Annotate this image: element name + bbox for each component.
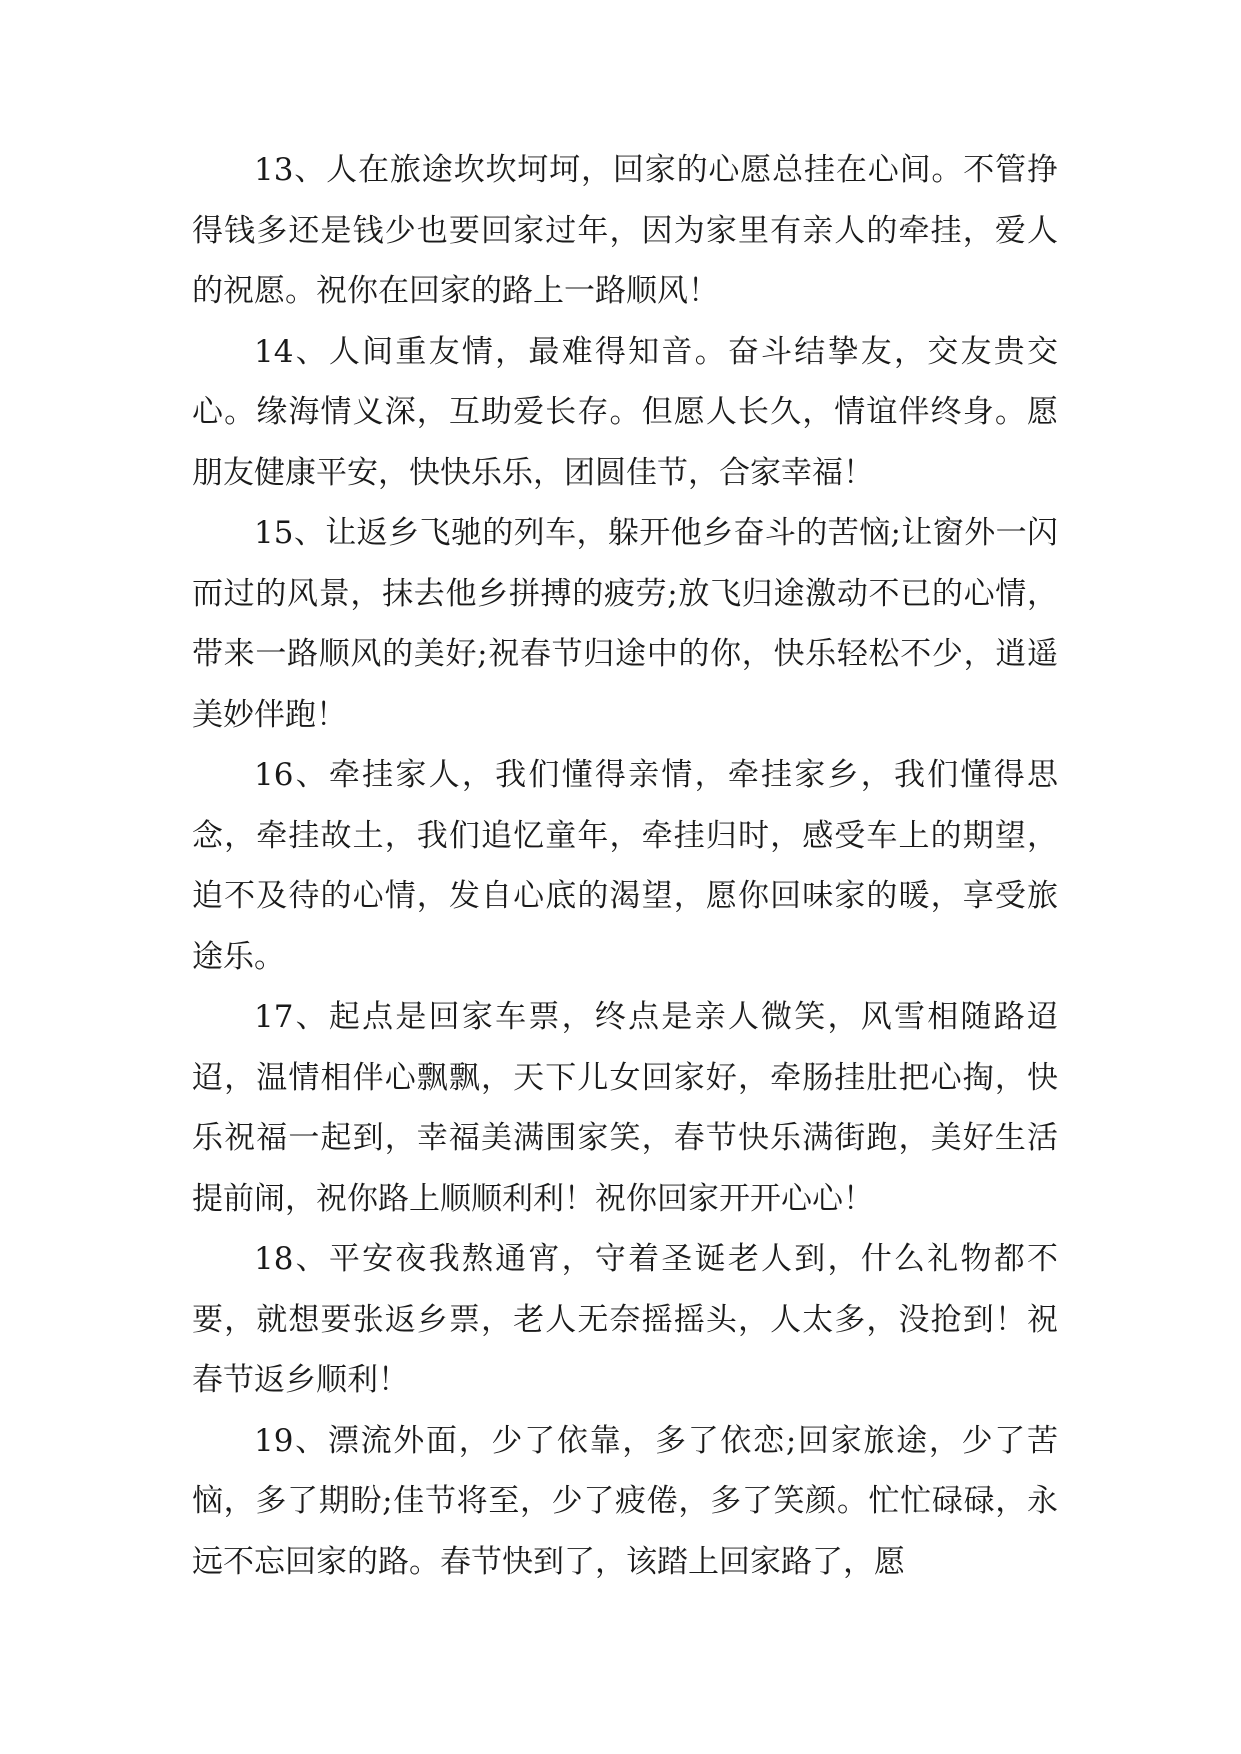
document-body (192, 140, 1058, 1592)
paragraph-14: 14、人间重友情，最难得知音。奋斗结挚友，交友贵交心。缘海情义深，互助爱长存。但愿人长久，情谊伴终身。愿朋友健康平安，快快乐乐，团圆佳节，合家幸福！ (192, 333, 1058, 491)
paragraph-13: 13、人在旅途坎坎坷坷，回家的心愿总挂在心间。不管挣得钱多还是钱少也要回家过年，因为家里有亲人的牵挂，爱人的祝愿。祝你在回家的路上一路顺风！ (192, 152, 1058, 309)
paragraph-16: 16、牵挂家人，我们懂得亲情，牵挂家乡，我们懂得思念，牵挂故土，我们追忆童年，牵挂归时，感受车上的期望，迫不及待的心情，发自心底的渴望，愿你回味家的暖，享受旅途乐。 (192, 757, 1058, 975)
paragraph-19: 19、漂流外面，少了依靠，多了依恋;回家旅途，少了苦恼，多了期盼;佳节将至，少了疲倦，多了笑颜。忙忙碌碌，永远不忘回家的路。春节快到了，该踏上回家路了，愿 (192, 1422, 1058, 1580)
paragraph-18: 18、平安夜我熬通宵，守着圣诞老人到，什么礼物都不要，就想要张返乡票，老人无奈摇摇头，人太多，没抢到！祝春节返乡顺利！ (192, 1241, 1058, 1398)
paragraph-15: 15、让返乡飞驰的列车，躲开他乡奋斗的苦恼;让窗外一闪而过的风景，抹去他乡拼搏的疲劳;放飞归途激动不已的心情，带来一路顺风的美好;祝春节归途中的你，快乐轻松不少，逍遥美妙伴跑！ (192, 515, 1058, 733)
paragraph-17: 17、起点是回家车票，终点是亲人微笑，风雪相随路迢迢，温情相伴心飘飘，天下儿女回家好，牵肠挂肚把心掏，快乐祝福一起到，幸福美满围家笑，春节快乐满街跑，美好生活提前闹，祝你路上顺顺利利！祝你回家开开心心！ (192, 999, 1058, 1217)
